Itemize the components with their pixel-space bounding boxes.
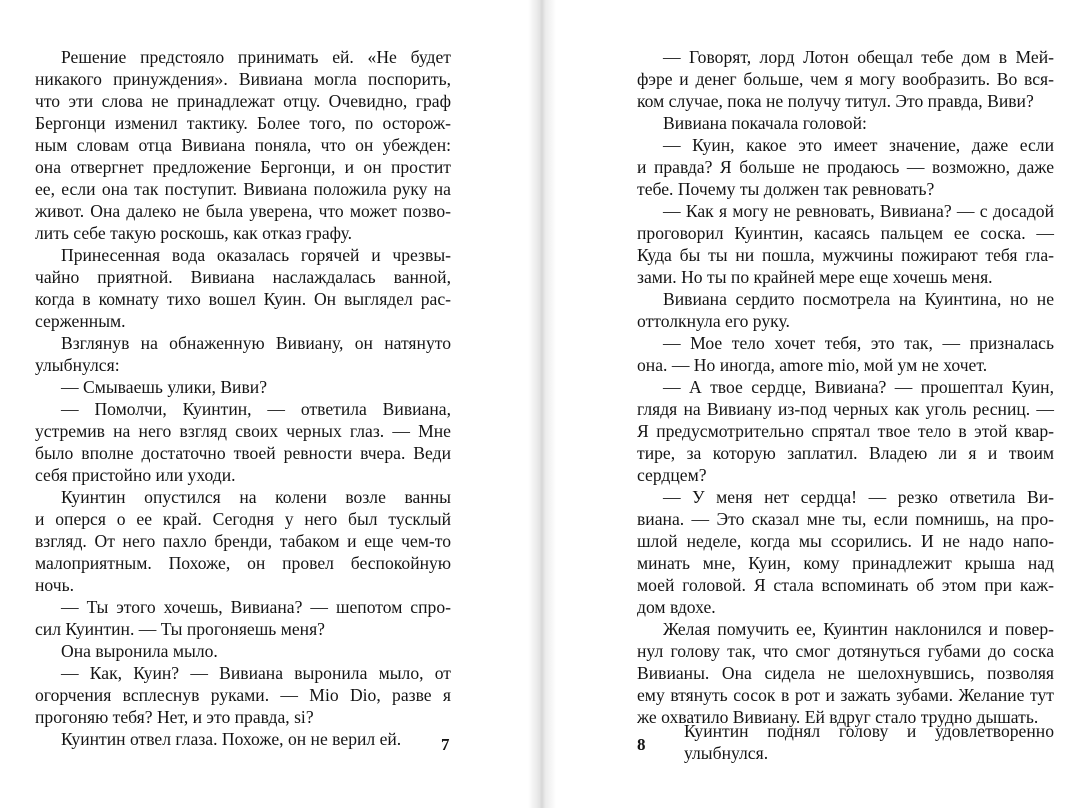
paragraph xyxy=(637,376,1054,486)
text-line: тебе. Почему ты должен так ревновать? xyxy=(637,179,935,199)
text-line: Бергонци изменил тактику. Более того, по осторож- xyxy=(35,113,451,133)
text-line: — А твое сердце, Вивиана? — прошептал Куин, xyxy=(663,377,1054,397)
text-line: Куда бы ты ни пошла, мужчины пожирают тебя гла- xyxy=(637,245,1054,265)
text-line: — Как, Куин? — Вивиана выронила мыло, от xyxy=(61,663,451,683)
text-line: ему втянуть сосок в рот и зажать зубами. Желание тут xyxy=(637,685,1054,705)
text-line: Вивиана покачала головой: xyxy=(663,113,867,133)
text-line: сил Куинтин. — Ты прогоняешь меня? xyxy=(35,619,325,639)
paragraph xyxy=(35,376,451,398)
text-line: же охватило Вивиану. Ей вдруг стало трудно дышать. xyxy=(637,707,1039,727)
paragraph xyxy=(35,728,451,750)
text-line: живот. Она далеко не была уверена, что может позво- xyxy=(35,201,451,221)
text-line: и правда? Я больше не продаюсь — возможно, даже xyxy=(637,157,1054,177)
text-line: — Смываешь улики, Виви? xyxy=(61,377,268,397)
paragraph xyxy=(637,332,1054,376)
paragraph xyxy=(35,46,451,244)
text-line: Решение предстояло принимать ей. «Не будет xyxy=(61,47,451,67)
text-line: улыбнулся. xyxy=(684,743,769,763)
text-line: прогоняю тебя? Нет, и это правда, si? xyxy=(35,707,314,727)
paragraph xyxy=(637,134,1054,200)
text-line: — Куин, какое это имеет значение, даже если xyxy=(663,135,1054,155)
text-line: и оперся о ее край. Сегодня у него был тусклый xyxy=(35,509,451,529)
text-line: фэре и денег больше, чем я могу вообразить. Во вся- xyxy=(637,69,1054,89)
paragraph xyxy=(637,112,1054,134)
text-line: Желая помучить ее, Куинтин наклонился и повер- xyxy=(663,619,1054,639)
text-line: виана. — Это сказал мне ты, если помнишь, на про- xyxy=(637,509,1054,529)
text-line: она отвергнет предложение Бергонци, и он простит xyxy=(35,157,451,177)
text-line: лить себе такую роскошь, как отказ графу. xyxy=(35,223,353,243)
text-line: — Говорят, лорд Лотон обещал тебе дом в Мей- xyxy=(663,47,1054,67)
text-line: когда в комнату тихо вошел Куин. Он выглядел рас- xyxy=(35,289,451,309)
text-line: — Как я могу не ревновать, Вивиана? — с досадой xyxy=(663,201,1054,221)
text-line: себя пристойно или уходи. xyxy=(35,465,236,485)
text-line: малоприятным. Похоже, он провел беспокойную xyxy=(35,553,451,573)
text-line: она. — Но иногда, amore mio, мой ум не хочет. xyxy=(637,355,988,375)
right-page-number: 8 xyxy=(637,735,646,754)
text-line: что эти слова не принадлежат отцу. Очевидно, граф xyxy=(35,91,451,111)
paragraph xyxy=(637,200,1054,288)
right-page-text xyxy=(637,46,1054,763)
text-line: устремив на него взгляд своих черных глаз. — Мне xyxy=(35,421,451,441)
text-line: огорчения всплеснув руками. — Mio Dio, разве я xyxy=(35,685,451,705)
text-line: минать мне, Куин, кому принадлежит крыша над xyxy=(637,553,1054,573)
text-line: Принесенная вода оказалась горячей и чрезвы- xyxy=(61,245,451,265)
text-line: зами. Но ты по крайней мере еще хочешь меня. xyxy=(637,267,993,287)
left-page-text xyxy=(35,46,451,750)
text-line: тире, за которую заплатил. Владею ли я и твоим xyxy=(637,443,1054,463)
text-line: Куинтин опустился на колени возле ванны xyxy=(61,487,451,507)
text-line: оттолкнула его руку. xyxy=(637,311,790,331)
text-line: никакого принуждения». Вивиана могла поспорить, xyxy=(35,69,451,89)
paragraph xyxy=(35,662,451,728)
paragraph xyxy=(35,486,451,596)
paragraph xyxy=(35,398,451,486)
text-line: Взглянув на обнаженную Вивиану, он натянуто xyxy=(61,333,451,353)
text-line: — У меня нет сердца! — резко ответила Ви- xyxy=(663,487,1054,507)
text-line: серженным. xyxy=(35,311,126,331)
text-line: дом вдохе. xyxy=(637,597,716,617)
text-line: Я предусмотрительно спрятал твое тело в этой квар- xyxy=(637,421,1054,441)
text-line: ее, если она так поступит. Вивиана положила руку на xyxy=(35,179,451,199)
right-page-tail-paragraph xyxy=(684,720,1054,764)
text-line: — Помолчи, Куинтин, — ответила Вивиана, xyxy=(61,399,451,419)
text-line: проговорил Куинтин, касаясь пальцем ее соска. — xyxy=(637,223,1054,243)
text-line: шлой неделе, когда мы ссорились. И не надо напо- xyxy=(637,531,1054,551)
text-line: моей головой. Я стала вспоминать об этом при каж- xyxy=(637,575,1054,595)
text-line: ным словам отца Вивиана поняла, что он убежден: xyxy=(35,135,451,155)
text-line: Она выронила мыло. xyxy=(61,641,218,661)
right-page xyxy=(541,0,1081,808)
text-line: улыбнулся: xyxy=(35,355,120,375)
paragraph xyxy=(35,640,451,662)
paragraph xyxy=(637,46,1054,112)
text-line: ком случае, пока не получу титул. Это правда, Виви? xyxy=(637,91,1034,111)
paragraph xyxy=(35,332,451,376)
text-line: сердцем? xyxy=(637,465,707,485)
text-line: Вивианы. Она сидела не шелохнувшись, позволяя xyxy=(637,663,1054,683)
paragraph xyxy=(637,486,1054,618)
text-line: ночь. xyxy=(35,575,75,595)
text-line: глядя на Вивиану из-под черных как уголь ресниц. — xyxy=(637,399,1054,419)
paragraph xyxy=(35,596,451,640)
text-line: нул голову так, что смог дотянуться губами до соска xyxy=(637,641,1054,661)
left-page-number: 7 xyxy=(441,735,450,754)
paragraph xyxy=(637,618,1054,728)
text-line: — Ты этого хочешь, Вивиана? — шепотом спро- xyxy=(61,597,451,617)
text-line: Вивиана сердито посмотрела на Куинтина, но не xyxy=(663,289,1054,309)
paragraph xyxy=(637,288,1054,332)
paragraph xyxy=(35,244,451,332)
text-line: чайно приятной. Вивиана наслаждалась ванной, xyxy=(35,267,451,287)
text-line: Куинтин поднял голову и удовлетворенно xyxy=(684,721,1054,741)
text-line: было вполне достаточно твоей ревности вчера. Веди xyxy=(35,443,451,463)
text-line: — Мое тело хочет тебя, это так, — призналась xyxy=(663,333,1054,353)
text-line: Куинтин отвел глаза. Похоже, он не верил ей. xyxy=(61,729,402,749)
text-line: взгляд. От него пахло бренди, табаком и еще чем-то xyxy=(35,531,451,551)
